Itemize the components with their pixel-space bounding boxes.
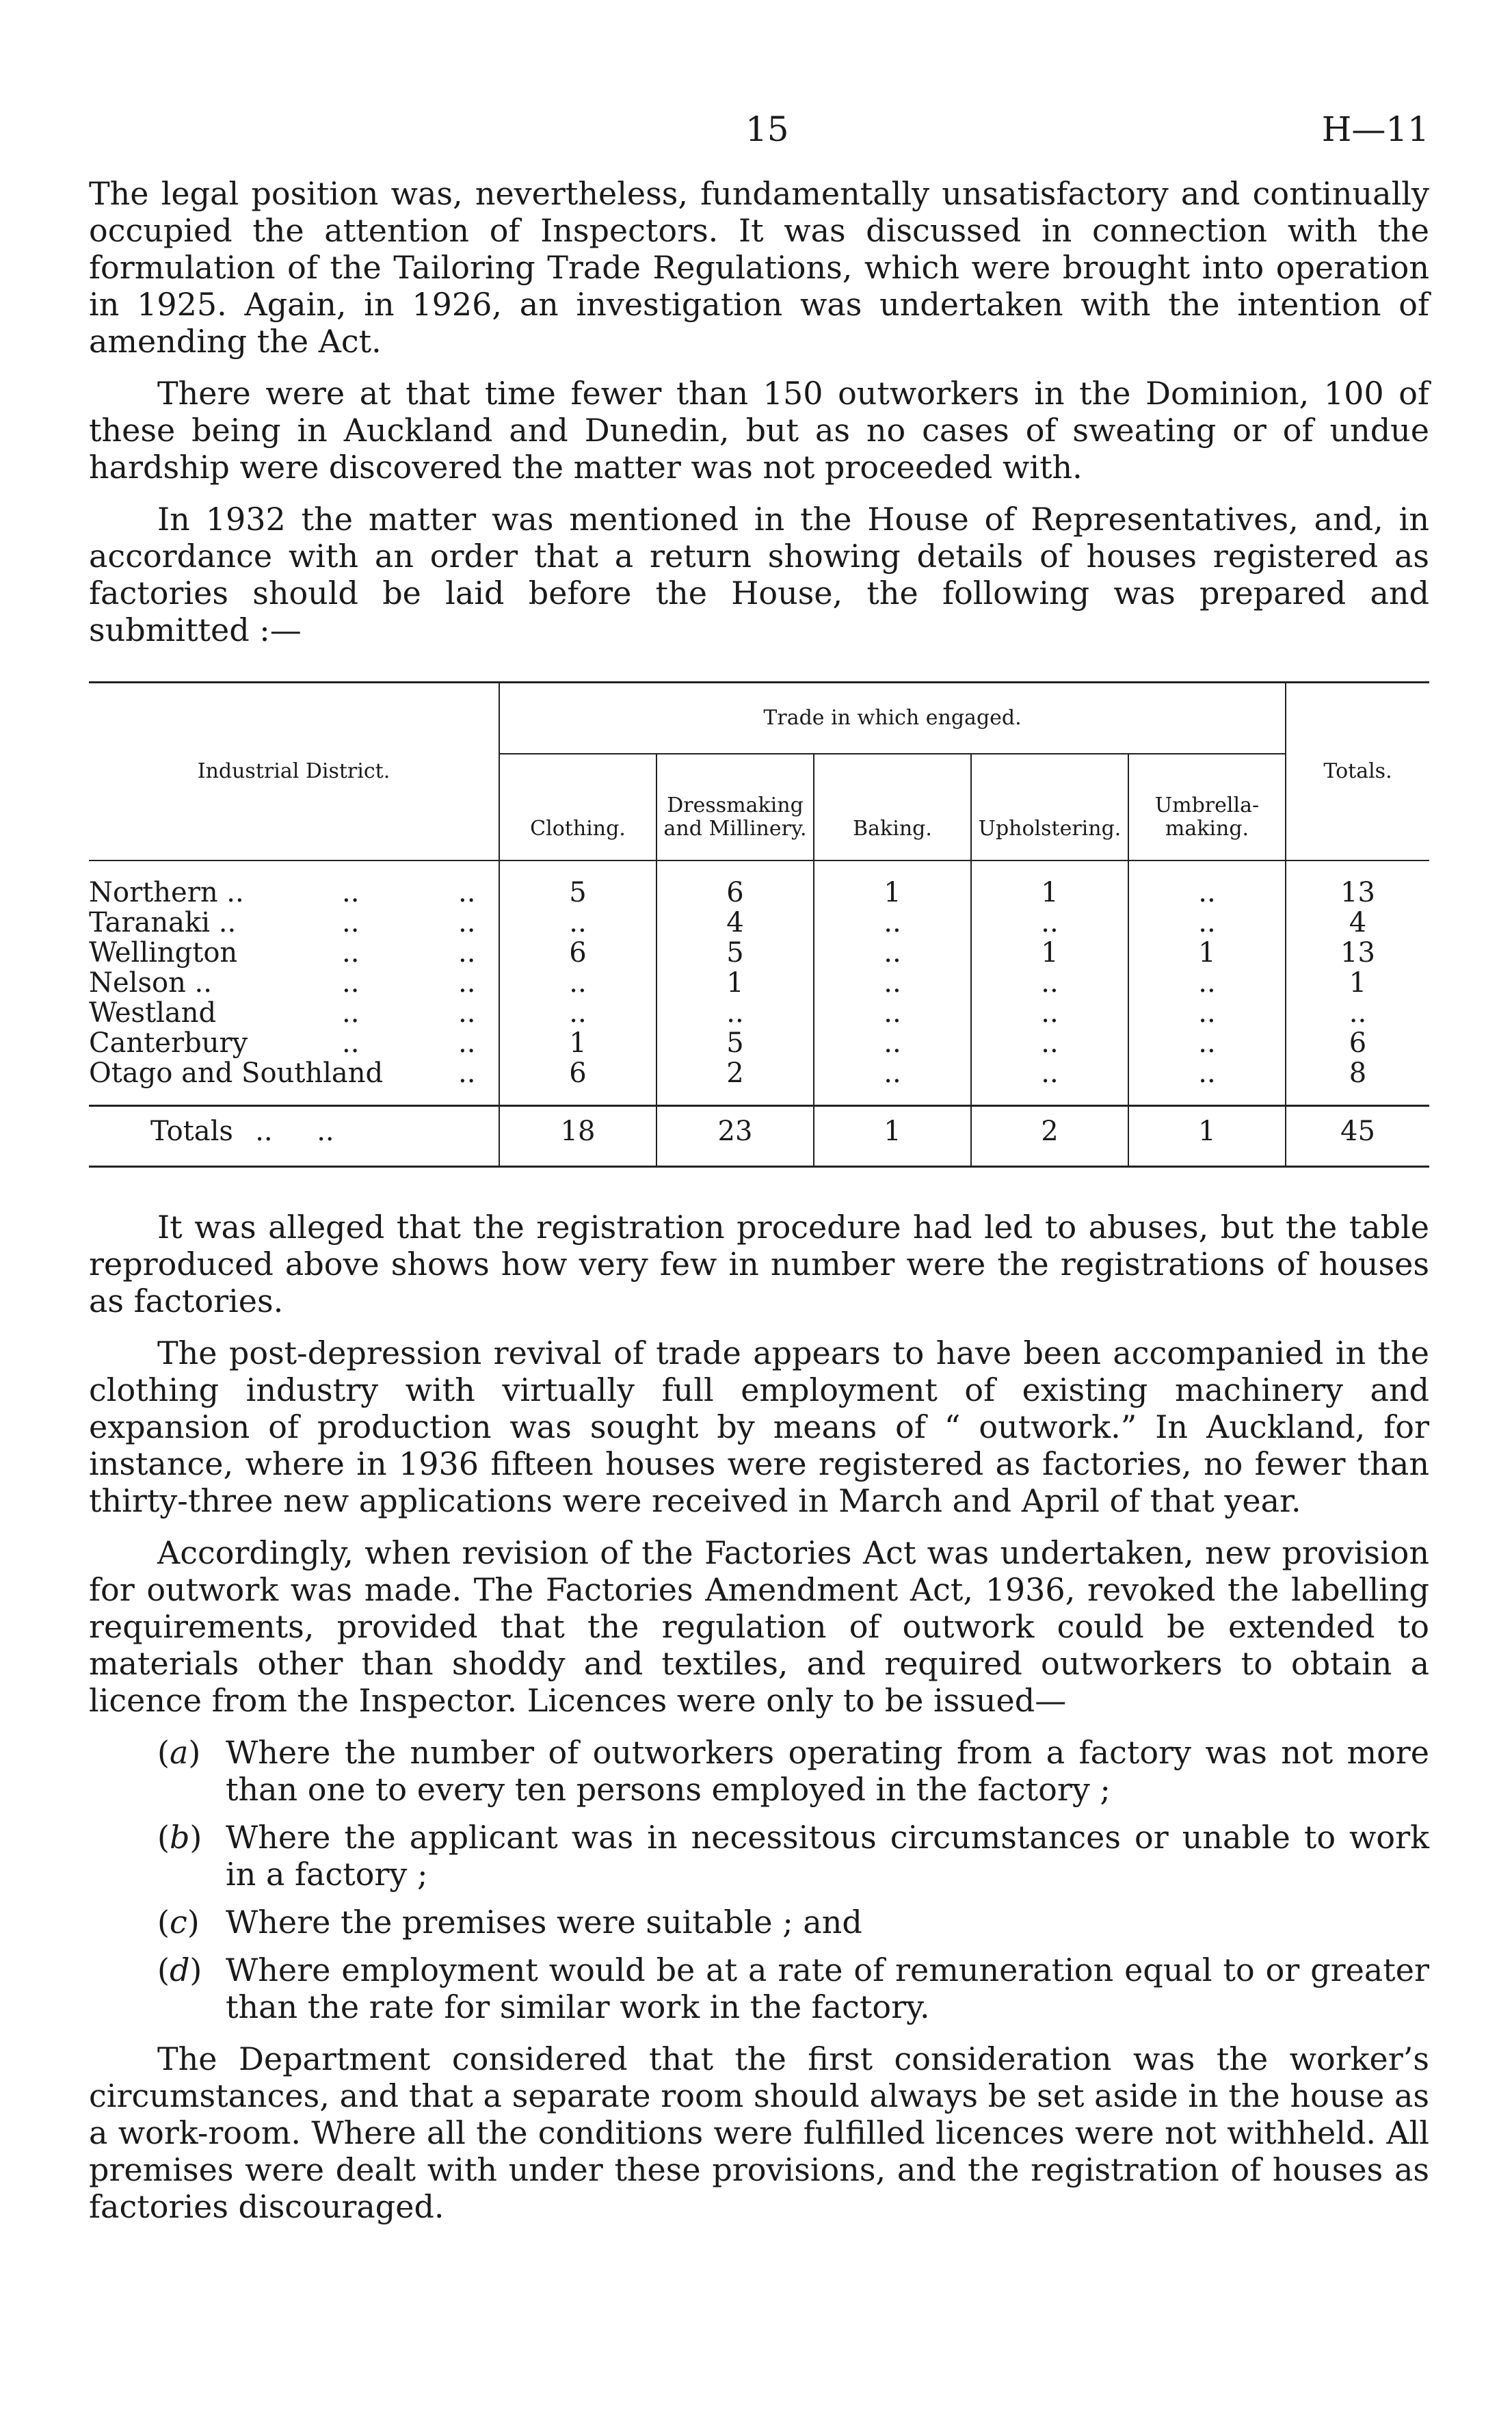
table-cell: .. (1128, 998, 1286, 1028)
table-cell: 5 (656, 938, 814, 968)
trade-group-header: Trade in which engaged. (499, 683, 1286, 754)
table-cell: .. (499, 998, 656, 1028)
paragraph: Accordingly, when revision of the Factories Act was undertaken, new provision for outwork was made. The Factories Amendment Act, 1936, revoked the labelling requirements, provided that the regulation of outwork could be extended to materials other than shoddy and textiles, and required outworkers to obtain a licence from the Inspector. Licences were only to be issued— (89, 1534, 1429, 1719)
column-header: Clothing. (499, 754, 656, 860)
column-header: Upholstering. (971, 754, 1128, 860)
document-page (89, 109, 1429, 2367)
table-cell: 1 (656, 968, 814, 998)
table-cell: .. (656, 998, 814, 1028)
list-item (89, 1734, 1429, 1808)
table-cell: 1 (1128, 1106, 1286, 1167)
row-total: 1 (1286, 968, 1429, 998)
leader-dots: .. (342, 1027, 360, 1059)
table-row (89, 998, 1429, 1028)
leader-dots: .. (458, 967, 476, 999)
table-cell: .. (1128, 968, 1286, 998)
table-cell: 1 (814, 878, 971, 908)
page-header (89, 109, 1429, 157)
table-cell: .. (971, 1058, 1128, 1088)
table-cell: 23 (656, 1106, 814, 1167)
district-name: Wellington (89, 937, 238, 969)
table-cell: 2 (971, 1106, 1128, 1167)
grand-total: 45 (1286, 1106, 1429, 1167)
leader-dots: .. (458, 937, 476, 969)
table-cell: 18 (499, 1106, 656, 1167)
table-cell: .. (971, 1028, 1128, 1058)
table-cell: 1 (971, 938, 1128, 968)
table-row (89, 908, 1429, 938)
leader-dots: .. (458, 1057, 476, 1089)
leader-dots: .. (458, 1027, 476, 1059)
leader-dots: .. (342, 937, 360, 969)
leader-dots: .. (255, 1116, 273, 1147)
table-cell: 1 (499, 1028, 656, 1058)
leader-dots: .. (342, 967, 360, 999)
table-cell: .. (814, 998, 971, 1028)
table-cell: 4 (656, 908, 814, 938)
district-name: Nelson .. (89, 967, 212, 999)
district-name: Taranaki .. (89, 907, 237, 938)
list-item (89, 1904, 1429, 1941)
list-item (89, 1819, 1429, 1893)
list-marker: ( d ) (157, 1952, 226, 1988)
row-total: 4 (1286, 908, 1429, 938)
table-cell: 6 (499, 1058, 656, 1088)
district-name: Northern .. (89, 877, 244, 908)
table-cell: 2 (656, 1058, 814, 1088)
table-cell: .. (499, 908, 656, 938)
paragraph: The legal position was, nevertheless, fundamentally unsatisfactory and continually occupied the attention of Inspectors. It was discussed in connection with the formulation of the Tailoring Trade Regulations, which were brought into operation in 1925. Again, in 1926, an investigation was undertaken with the intention of amending the Act. (89, 175, 1429, 360)
table-cell: 1 (814, 1106, 971, 1167)
table-cell: .. (499, 968, 656, 998)
list-item-text: Where the applicant was in necessitous circumstances or unable to work in a factory ; (226, 1819, 1429, 1893)
table-row (89, 1058, 1429, 1088)
district-header: Industrial District. (89, 683, 499, 861)
table-cell: 6 (499, 938, 656, 968)
leader-dots: .. (342, 997, 360, 1029)
table-cell: 1 (1128, 938, 1286, 968)
table-cell: .. (814, 938, 971, 968)
totals-row (89, 1106, 1429, 1167)
district-name: Otago and Southland (89, 1057, 384, 1089)
table-cell: 5 (499, 878, 656, 908)
leader-dots: .. (458, 877, 476, 908)
table-cell: .. (1128, 1058, 1286, 1088)
leader-dots: .. (317, 1116, 334, 1147)
row-total: .. (1286, 998, 1429, 1028)
list-marker: ( b ) (157, 1819, 226, 1856)
row-total: 13 (1286, 878, 1429, 908)
list-item-text: Where the number of outworkers operating from a factory was not more than one to every ten persons employed in the factory ; (226, 1734, 1429, 1808)
table-cell: .. (814, 1028, 971, 1058)
list-item (89, 1952, 1429, 2025)
table-cell: 6 (656, 878, 814, 908)
row-total: 6 (1286, 1028, 1429, 1058)
table-row (89, 938, 1429, 968)
table-cell: .. (1128, 908, 1286, 938)
paragraph: The Department considered that the first consideration was the worker’s circumstances, and that a separate room should always be set aside in the house as a work-room. Where all the conditions were fulfilled licences were not withheld. All premises were dealt with under these provisions, and the registration of houses as factories discouraged. (89, 2040, 1429, 2225)
column-header: Dressmaking and Millinery. (656, 754, 814, 860)
leader-dots: .. (342, 907, 360, 938)
paragraph: There were at that time fewer than 150 outworkers in the Dominion, 100 of these being in Auckland and Dunedin, but as no cases of sweating or of undue hardship were discovered the matter was not proceeded with. (89, 375, 1429, 486)
row-total: 8 (1286, 1058, 1429, 1088)
table-cell: .. (814, 908, 971, 938)
column-header: Umbrella-making. (1128, 754, 1286, 860)
table-cell: .. (814, 1058, 971, 1088)
list-marker: ( c ) (157, 1904, 226, 1941)
table-cell: .. (971, 968, 1128, 998)
conditions-list (89, 1734, 1429, 2025)
table-row (89, 878, 1429, 908)
leader-dots: .. (458, 997, 476, 1029)
list-item-text: Where the premises were suitable ; and (226, 1904, 862, 1941)
table-row (89, 1028, 1429, 1058)
district-name: Canterbury (89, 1027, 248, 1059)
table-row (89, 968, 1429, 998)
table-cell: .. (971, 908, 1128, 938)
table-cell: 5 (656, 1028, 814, 1058)
table-cell: .. (1128, 878, 1286, 908)
table-cell: .. (814, 968, 971, 998)
leader-dots: .. (342, 877, 360, 908)
district-name: Westland (89, 997, 217, 1029)
totals-header: Totals. (1286, 683, 1429, 861)
paragraph: It was alleged that the registration procedure had led to abuses, but the table reproduced above shows how very few in number were the registrations of houses as factories. (89, 1209, 1429, 1319)
column-header: Baking. (814, 754, 971, 860)
totals-label: Totals (150, 1116, 233, 1147)
document-reference: H—11 (1321, 109, 1429, 149)
row-total: 13 (1286, 938, 1429, 968)
table-cell: .. (971, 998, 1128, 1028)
table-cell: .. (1128, 1028, 1286, 1058)
page-number: 15 (745, 109, 789, 149)
leader-dots: .. (458, 907, 476, 938)
table-cell: 1 (971, 878, 1128, 908)
list-marker: ( a ) (157, 1734, 226, 1771)
paragraph: In 1932 the matter was mentioned in the House of Representatives, and, in accordance with an order that a return showing details of houses registered as factories should be laid before the House, the following was prepared and submitted :— (89, 501, 1429, 648)
registration-table (89, 681, 1429, 1168)
paragraph: The post-depression revival of trade appears to have been accompanied in the clothing industry with virtually full employment of existing machinery and expansion of production was sought by means of “ outwork.” In Auckland, for instance, where in 1936 fifteen houses were registered as factories, no fewer than thirty-three new applications were received in March and April of that year. (89, 1335, 1429, 1519)
list-item-text: Where employment would be at a rate of remuneration equal to or greater than the rate for similar work in the factory. (226, 1952, 1429, 2025)
